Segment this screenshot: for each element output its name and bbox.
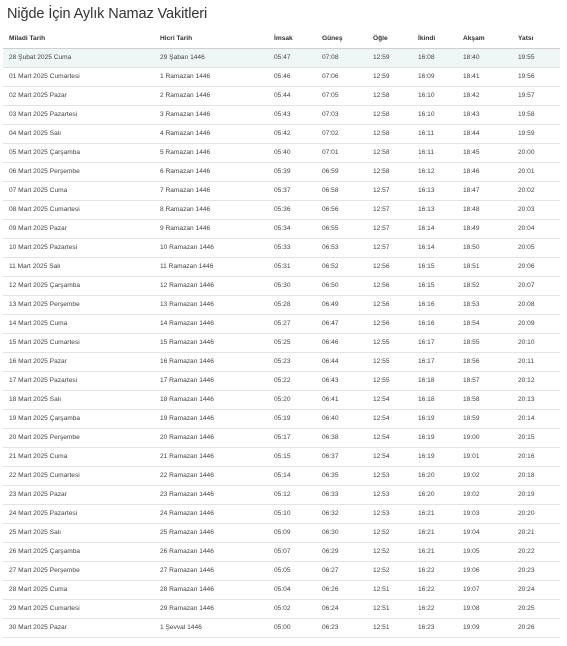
ogle-cell: 12:51 [373,605,390,612]
gunes-cell: 06:52 [322,263,339,270]
aksam-cell: 18:52 [463,282,480,289]
hijri-date-cell: 6 Ramazan 1446 [160,168,211,175]
aksam-cell: 18:53 [463,301,480,308]
table-row [3,428,560,447]
ikindi-cell: 16:13 [418,187,435,194]
gregorian-date-cell: 20 Mart 2025 Perşembe [9,434,80,441]
ikindi-cell: 16:15 [418,263,435,270]
aksam-cell: 19:01 [463,453,480,460]
ogle-cell: 12:55 [373,377,390,384]
table-row [3,219,560,238]
table-row [3,124,560,143]
aksam-cell: 18:47 [463,187,480,194]
table-row [3,618,560,637]
gregorian-date-cell: 29 Mart 2025 Cumartesi [9,605,80,612]
imsak-cell: 05:46 [274,73,291,80]
gunes-cell: 07:08 [322,54,339,61]
imsak-cell: 05:05 [274,567,291,574]
hijri-date-cell: 13 Ramazan 1446 [160,301,214,308]
imsak-cell: 05:40 [274,149,291,156]
table-row [3,162,560,181]
hijri-date-cell: 23 Ramazan 1446 [160,491,214,498]
gregorian-date-cell: 28 Mart 2025 Cuma [9,586,68,593]
ogle-cell: 12:51 [373,586,390,593]
yatsi-cell: 19:58 [518,111,535,118]
table-row [3,86,560,105]
ikindi-cell: 16:19 [418,453,435,460]
ikindi-cell: 16:14 [418,225,435,232]
table-row [3,181,560,200]
imsak-cell: 05:17 [274,434,291,441]
ogle-cell: 12:51 [373,624,390,631]
column-header-ogle: Öğle [373,34,388,42]
hijri-date-cell: 15 Ramazan 1446 [160,339,214,346]
table-row [3,333,560,352]
table-row [3,105,560,124]
gunes-cell: 06:50 [322,282,339,289]
ogle-cell: 12:57 [373,244,390,251]
imsak-cell: 05:20 [274,396,291,403]
gregorian-date-cell: 22 Mart 2025 Cumartesi [9,472,80,479]
hijri-date-cell: 20 Ramazan 1446 [160,434,214,441]
aksam-cell: 19:03 [463,510,480,517]
table-row [3,276,560,295]
aksam-cell: 18:40 [463,54,480,61]
gregorian-date-cell: 09 Mart 2025 Pazar [9,225,67,232]
yatsi-cell: 20:07 [518,282,535,289]
yatsi-cell: 19:56 [518,73,535,80]
table-row [3,67,560,86]
yatsi-cell: 20:12 [518,377,535,384]
ogle-cell: 12:56 [373,263,390,270]
yatsi-cell: 20:15 [518,434,535,441]
ogle-cell: 12:52 [373,567,390,574]
yatsi-cell: 19:59 [518,130,535,137]
yatsi-cell: 20:24 [518,586,535,593]
gregorian-date-cell: 30 Mart 2025 Pazar [9,624,67,631]
column-header-hijri-date: Hicri Tarih [160,34,193,42]
gunes-cell: 06:35 [322,472,339,479]
yatsi-cell: 20:16 [518,453,535,460]
ikindi-cell: 16:17 [418,358,435,365]
imsak-cell: 05:10 [274,510,291,517]
gregorian-date-cell: 26 Mart 2025 Çarşamba [9,548,81,555]
ikindi-cell: 16:16 [418,301,435,308]
hijri-date-cell: 7 Ramazan 1446 [160,187,211,194]
gunes-cell: 06:27 [322,567,339,574]
yatsi-cell: 20:25 [518,605,535,612]
ikindi-cell: 16:10 [418,111,435,118]
gregorian-date-cell: 16 Mart 2025 Pazar [9,358,67,365]
aksam-cell: 19:04 [463,529,480,536]
ogle-cell: 12:53 [373,510,390,517]
aksam-cell: 19:00 [463,434,480,441]
gregorian-date-cell: 21 Mart 2025 Cuma [9,453,68,460]
table-row [3,599,560,618]
ogle-cell: 12:53 [373,472,390,479]
imsak-cell: 05:44 [274,92,291,99]
aksam-cell: 18:48 [463,206,480,213]
imsak-cell: 05:00 [274,624,291,631]
ikindi-cell: 16:20 [418,472,435,479]
gregorian-date-cell: 04 Mart 2025 Salı [9,130,62,137]
imsak-cell: 05:09 [274,529,291,536]
table-row [3,371,560,390]
aksam-cell: 19:02 [463,472,480,479]
ikindi-cell: 16:21 [418,510,435,517]
gregorian-date-cell: 08 Mart 2025 Cumartesi [9,206,80,213]
aksam-cell: 18:50 [463,244,480,251]
gunes-cell: 06:29 [322,548,339,555]
yatsi-cell: 20:05 [518,244,535,251]
hijri-date-cell: 8 Ramazan 1446 [160,206,211,213]
aksam-cell: 19:07 [463,586,480,593]
gunes-cell: 07:06 [322,73,339,80]
ogle-cell: 12:57 [373,187,390,194]
hijri-date-cell: 25 Ramazan 1446 [160,529,214,536]
ogle-cell: 12:57 [373,225,390,232]
gregorian-date-cell: 18 Mart 2025 Salı [9,396,62,403]
hijri-date-cell: 29 Şaban 1446 [160,54,205,61]
aksam-cell: 19:08 [463,605,480,612]
imsak-cell: 05:33 [274,244,291,251]
ikindi-cell: 16:19 [418,415,435,422]
ogle-cell: 12:54 [373,434,390,441]
aksam-cell: 18:42 [463,92,480,99]
imsak-cell: 05:04 [274,586,291,593]
imsak-cell: 05:31 [274,263,291,270]
aksam-cell: 18:56 [463,358,480,365]
ikindi-cell: 16:12 [418,168,435,175]
imsak-cell: 05:28 [274,301,291,308]
hijri-date-cell: 18 Ramazan 1446 [160,396,214,403]
aksam-cell: 18:46 [463,168,480,175]
column-header-ikindi: İkindi [418,34,436,42]
aksam-cell: 18:41 [463,73,480,80]
imsak-cell: 05:15 [274,453,291,460]
gregorian-date-cell: 03 Mart 2025 Pazartesi [9,111,78,118]
table-row [3,447,560,466]
hijri-date-cell: 16 Ramazan 1446 [160,358,214,365]
gunes-cell: 06:40 [322,415,339,422]
gunes-cell: 06:26 [322,586,339,593]
imsak-cell: 05:19 [274,415,291,422]
ikindi-cell: 16:11 [418,149,435,156]
ikindi-cell: 16:18 [418,396,435,403]
gregorian-date-cell: 14 Mart 2025 Cuma [9,320,68,327]
gregorian-date-cell: 06 Mart 2025 Perşembe [9,168,80,175]
imsak-cell: 05:39 [274,168,291,175]
column-header-gregorian-date: Miladi Tarih [9,34,46,42]
ikindi-cell: 16:22 [418,605,435,612]
table-row [3,523,560,542]
gunes-cell: 06:46 [322,339,339,346]
aksam-cell: 19:09 [463,624,480,631]
yatsi-cell: 20:20 [518,510,535,517]
hijri-date-cell: 4 Ramazan 1446 [160,130,211,137]
imsak-cell: 05:12 [274,491,291,498]
page-title: Niğde İçin Aylık Namaz Vakitleri [7,6,208,22]
gunes-cell: 06:43 [322,377,339,384]
yatsi-cell: 20:02 [518,187,535,194]
aksam-cell: 18:59 [463,415,480,422]
gunes-cell: 06:56 [322,206,339,213]
yatsi-cell: 20:11 [518,358,535,365]
gunes-cell: 06:38 [322,434,339,441]
column-header-gunes: Güneş [322,34,343,42]
ogle-cell: 12:54 [373,453,390,460]
hijri-date-cell: 12 Ramazan 1446 [160,282,214,289]
gunes-cell: 06:47 [322,320,339,327]
yatsi-cell: 20:13 [518,396,535,403]
hijri-date-cell: 29 Ramazan 1446 [160,605,214,612]
gunes-cell: 06:33 [322,491,339,498]
ogle-cell: 12:58 [373,130,390,137]
imsak-cell: 05:30 [274,282,291,289]
ikindi-cell: 16:23 [418,624,435,631]
table-row [3,542,560,561]
yatsi-cell: 20:06 [518,263,535,270]
table-header [3,29,560,48]
column-header-yatsi: Yatsı [518,34,534,42]
yatsi-cell: 20:03 [518,206,535,213]
aksam-cell: 18:54 [463,320,480,327]
yatsi-cell: 20:19 [518,491,535,498]
hijri-date-cell: 9 Ramazan 1446 [160,225,211,232]
table-row [3,504,560,523]
aksam-cell: 18:58 [463,396,480,403]
gregorian-date-cell: 02 Mart 2025 Pazar [9,92,67,99]
ogle-cell: 12:59 [373,73,390,80]
hijri-date-cell: 28 Ramazan 1446 [160,586,214,593]
table-row [3,561,560,580]
gunes-cell: 07:02 [322,130,339,137]
gunes-cell: 07:01 [322,149,339,156]
yatsi-cell: 20:23 [518,567,535,574]
imsak-cell: 05:07 [274,548,291,555]
imsak-cell: 05:27 [274,320,291,327]
table-row [3,257,560,276]
gunes-cell: 06:58 [322,187,339,194]
table-row [3,200,560,219]
imsak-cell: 05:37 [274,187,291,194]
ogle-cell: 12:58 [373,92,390,99]
ogle-cell: 12:52 [373,529,390,536]
prayer-times-table [3,29,560,638]
ogle-cell: 12:56 [373,301,390,308]
hijri-date-cell: 22 Ramazan 1446 [160,472,214,479]
gregorian-date-cell: 23 Mart 2025 Pazar [9,491,67,498]
aksam-cell: 18:44 [463,130,480,137]
gregorian-date-cell: 24 Mart 2025 Pazartesi [9,510,78,517]
aksam-cell: 19:05 [463,548,480,555]
aksam-cell: 18:43 [463,111,480,118]
yatsi-cell: 20:00 [518,149,535,156]
yatsi-cell: 20:26 [518,624,535,631]
column-header-imsak: İmsak [274,34,293,42]
gunes-cell: 07:05 [322,92,339,99]
imsak-cell: 05:42 [274,130,291,137]
table-row [3,485,560,504]
ikindi-cell: 16:19 [418,434,435,441]
table-row [3,314,560,333]
ikindi-cell: 16:08 [418,54,435,61]
yatsi-cell: 19:57 [518,92,535,99]
imsak-cell: 05:36 [274,206,291,213]
hijri-date-cell: 11 Ramazan 1446 [160,263,214,270]
gregorian-date-cell: 01 Mart 2025 Cumartesi [9,73,80,80]
yatsi-cell: 20:10 [518,339,535,346]
ogle-cell: 12:55 [373,339,390,346]
ogle-cell: 12:56 [373,320,390,327]
ikindi-cell: 16:16 [418,320,435,327]
hijri-date-cell: 24 Ramazan 1446 [160,510,214,517]
imsak-cell: 05:43 [274,111,291,118]
ikindi-cell: 16:18 [418,377,435,384]
gregorian-date-cell: 10 Mart 2025 Pazartesi [9,244,78,251]
gunes-cell: 06:23 [322,624,339,631]
yatsi-cell: 20:21 [518,529,535,536]
imsak-cell: 05:23 [274,358,291,365]
hijri-date-cell: 1 Ramazan 1446 [160,73,211,80]
gregorian-date-cell: 17 Mart 2025 Pazartesi [9,377,78,384]
ikindi-cell: 16:15 [418,282,435,289]
imsak-cell: 05:34 [274,225,291,232]
gunes-cell: 06:30 [322,529,339,536]
hijri-date-cell: 2 Ramazan 1446 [160,92,211,99]
gunes-cell: 06:41 [322,396,339,403]
hijri-date-cell: 10 Ramazan 1446 [160,244,214,251]
aksam-cell: 18:51 [463,263,480,270]
aksam-cell: 19:06 [463,567,480,574]
ikindi-cell: 16:22 [418,586,435,593]
gregorian-date-cell: 15 Mart 2025 Cumartesi [9,339,80,346]
gregorian-date-cell: 25 Mart 2025 Salı [9,529,62,536]
gregorian-date-cell: 12 Mart 2025 Çarşamba [9,282,81,289]
ogle-cell: 12:58 [373,149,390,156]
ogle-cell: 12:52 [373,548,390,555]
table-body [3,48,560,637]
ogle-cell: 12:59 [373,54,390,61]
gregorian-date-cell: 13 Mart 2025 Perşembe [9,301,80,308]
ikindi-cell: 16:11 [418,130,435,137]
aksam-cell: 19:02 [463,491,480,498]
gregorian-date-cell: 11 Mart 2025 Salı [9,263,61,270]
ogle-cell: 12:58 [373,168,390,175]
hijri-date-cell: 21 Ramazan 1446 [160,453,214,460]
gunes-cell: 06:55 [322,225,339,232]
gunes-cell: 06:32 [322,510,339,517]
yatsi-cell: 19:55 [518,54,535,61]
hijri-date-cell: 17 Ramazan 1446 [160,377,214,384]
table-row [3,352,560,371]
yatsi-cell: 20:18 [518,472,535,479]
aksam-cell: 18:49 [463,225,480,232]
ikindi-cell: 16:13 [418,206,435,213]
hijri-date-cell: 14 Ramazan 1446 [160,320,214,327]
gregorian-date-cell: 07 Mart 2025 Cuma [9,187,68,194]
yatsi-cell: 20:14 [518,415,535,422]
yatsi-cell: 20:09 [518,320,535,327]
gregorian-date-cell: 19 Mart 2025 Çarşamba [9,415,81,422]
ogle-cell: 12:54 [373,415,390,422]
aksam-cell: 18:55 [463,339,480,346]
ikindi-cell: 16:20 [418,491,435,498]
gunes-cell: 06:24 [322,605,339,612]
imsak-cell: 05:22 [274,377,291,384]
hijri-date-cell: 5 Ramazan 1446 [160,149,211,156]
ikindi-cell: 16:17 [418,339,435,346]
hijri-date-cell: 3 Ramazan 1446 [160,111,211,118]
column-header-aksam: Akşam [463,34,485,42]
ogle-cell: 12:58 [373,111,390,118]
ikindi-cell: 16:10 [418,92,435,99]
table-row [3,390,560,409]
ikindi-cell: 16:21 [418,548,435,555]
yatsi-cell: 20:22 [518,548,535,555]
ogle-cell: 12:53 [373,491,390,498]
gunes-cell: 06:49 [322,301,339,308]
table-row [3,143,560,162]
table-row [3,580,560,599]
hijri-date-cell: 27 Ramazan 1446 [160,567,214,574]
imsak-cell: 05:25 [274,339,291,346]
table-row [3,466,560,485]
hijri-date-cell: 19 Ramazan 1446 [160,415,214,422]
yatsi-cell: 20:08 [518,301,535,308]
ikindi-cell: 16:22 [418,567,435,574]
gunes-cell: 06:44 [322,358,339,365]
table-row [3,409,560,428]
table-row [3,238,560,257]
gunes-cell: 06:53 [322,244,339,251]
imsak-cell: 05:02 [274,605,291,612]
ogle-cell: 12:57 [373,206,390,213]
imsak-cell: 05:14 [274,472,291,479]
hijri-date-cell: 1 Şevval 1446 [160,624,202,631]
header-row [3,29,560,48]
aksam-cell: 18:45 [463,149,480,156]
gunes-cell: 06:59 [322,168,339,175]
yatsi-cell: 20:01 [518,168,535,175]
ogle-cell: 12:55 [373,358,390,365]
gregorian-date-cell: 28 Şubat 2025 Cuma [9,54,72,61]
ogle-cell: 12:56 [373,282,390,289]
gregorian-date-cell: 27 Mart 2025 Perşembe [9,567,80,574]
hijri-date-cell: 26 Ramazan 1446 [160,548,214,555]
ikindi-cell: 16:21 [418,529,435,536]
ikindi-cell: 16:09 [418,73,435,80]
table-row [3,295,560,314]
yatsi-cell: 20:04 [518,225,535,232]
aksam-cell: 18:57 [463,377,480,384]
ogle-cell: 12:54 [373,396,390,403]
gunes-cell: 07:03 [322,111,339,118]
gunes-cell: 06:37 [322,453,339,460]
table-row [3,48,560,67]
gregorian-date-cell: 05 Mart 2025 Çarşamba [9,149,81,156]
imsak-cell: 05:47 [274,54,291,61]
ikindi-cell: 16:14 [418,244,435,251]
